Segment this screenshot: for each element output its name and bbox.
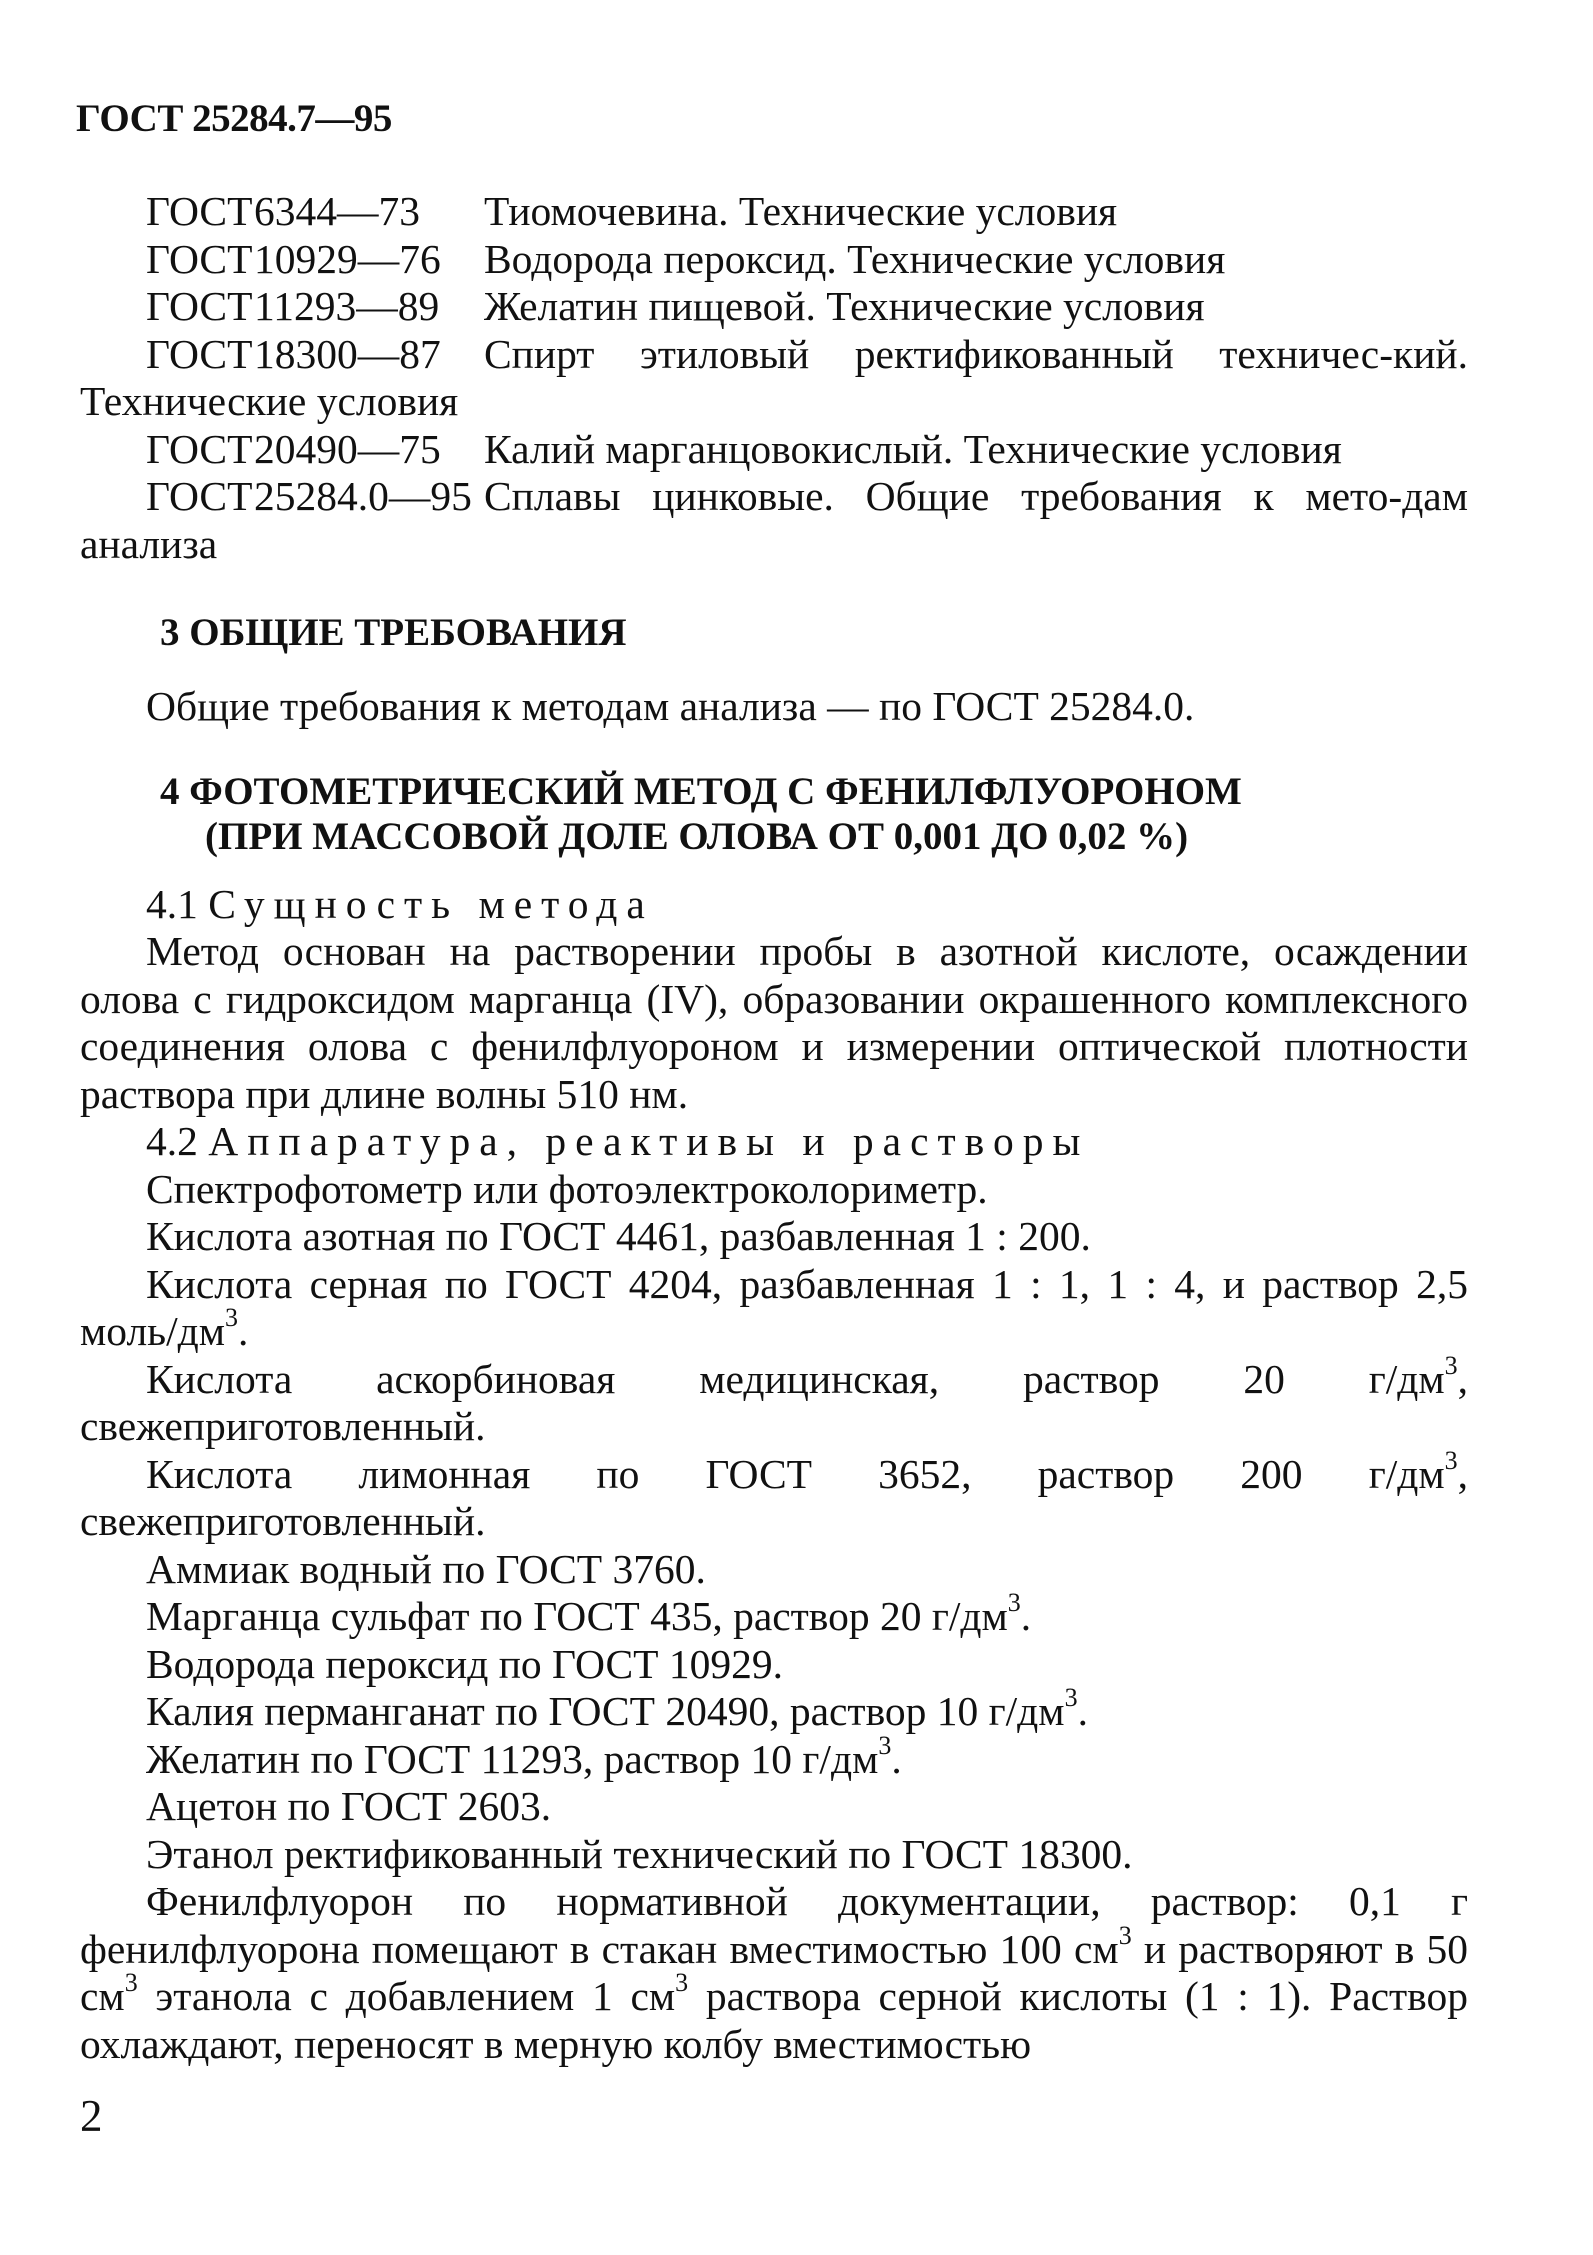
list-item: Кислота серная по ГОСТ 4204, разбавленная 1 : 1, 1 : 4, и раствор 2,5 моль/$дм^3$. bbox=[80, 1260, 1468, 1354]
reference-item: ГОСТ18300—87 Спирт этиловый ректификованный техничес-кий. Технические условия bbox=[80, 330, 1468, 424]
list-item: Спектрофотометр или фотоэлектроколориметр. bbox=[146, 1165, 988, 1212]
list-item: Этанол ректификованный технический по ГОСТ 18300. bbox=[146, 1830, 1133, 1877]
list-item: Кислота азотная по ГОСТ 4461, разбавленная 1 : 200. bbox=[146, 1213, 1091, 1259]
list-item: Кислота лимонная по ГОСТ 3652, раствор 200 $г/дм^3$, свежеприготовленный. bbox=[80, 1445, 1468, 1544]
reference-item: ГОСТ6344—73 Тиомочевина. Технические условия bbox=[146, 188, 1118, 234]
list-item: Ацетон по ГОСТ 2603. bbox=[146, 1783, 552, 1829]
page-number: 2 bbox=[80, 2091, 103, 2141]
list-item: Фенилфлуорон по нормативной документации, раствор: 0,1 г фенилфлуорона помещают в стакан вместимостью 100 $см^3$ и растворяют в 50 $см^3$ этанола с добавлением 1 $см^3$ раствора серной кислоты (1 : 1). Раствор охлаждают, переносят в мерную колбу вместимостью bbox=[80, 1878, 1469, 2067]
page-header: ГОСТ 25284.7—95 bbox=[76, 97, 392, 140]
page-body bbox=[80, 188, 1468, 2068]
list-item: Аммиак водный по ГОСТ 3760. bbox=[146, 1545, 706, 1592]
list-item: Желатин по ГОСТ 11293, раствор 10 $г/дм^3$. bbox=[146, 1730, 902, 1782]
list-item: Калия перманганат по ГОСТ 20490, раствор 10 $г/дм^3$. bbox=[146, 1683, 1088, 1734]
section-4-heading: 4 ФОТОМЕТРИЧЕСКИЙ МЕТОД С ФЕНИЛФЛУОРОНОМ (ПРИ МАССОВОЙ ДОЛЕ ОЛОВА ОТ 0,001 ДО 0,02 %) bbox=[160, 769, 1242, 858]
section-3-heading: 3 ОБЩИЕ ТРЕБОВАНИЯ bbox=[160, 611, 627, 654]
reference-item: ГОСТ10929—76 Водорода пероксид. Технические условия bbox=[146, 235, 1226, 282]
list-item: Кислота аскорбиновая медицинская, раствор 20 $г/дм^3$, свежеприготовленный. bbox=[80, 1350, 1468, 1449]
subsection-4-2-title: 4.2 Аппаратура, реактивы и растворы bbox=[146, 1118, 1090, 1164]
subsection-4-1-text: Метод основан на растворении пробы в азотной кислоте, осаждении олова с гидроксидом марганца (IV), образовании окрашенного комплексного соединения олова с фенилфлуороном и измерении оптической плотности раствора при длине волны 510 нм. bbox=[80, 928, 1468, 1117]
reference-item: ГОСТ25284.0—95 Сплавы цинковые. Общие требования к мето-дам анализа bbox=[80, 473, 1468, 567]
list-item: Марганца сульфат по ГОСТ 435, раствор 20 $г/дм^3$. bbox=[146, 1588, 1032, 1639]
reference-list bbox=[80, 188, 1468, 568]
list-item: Водорода пероксид по ГОСТ 10929. bbox=[146, 1640, 783, 1687]
reference-item: ГОСТ11293—89 Желатин пищевой. Технические условия bbox=[146, 283, 1205, 329]
section-3-text: Общие требования к методам анализа — по ГОСТ 25284.0. bbox=[146, 683, 1195, 729]
reference-item: ГОСТ20490—75 Калий марганцовокислый. Технические условия bbox=[146, 425, 1342, 472]
subsection-4-1-title: 4.1 Сущность метода bbox=[146, 880, 654, 927]
